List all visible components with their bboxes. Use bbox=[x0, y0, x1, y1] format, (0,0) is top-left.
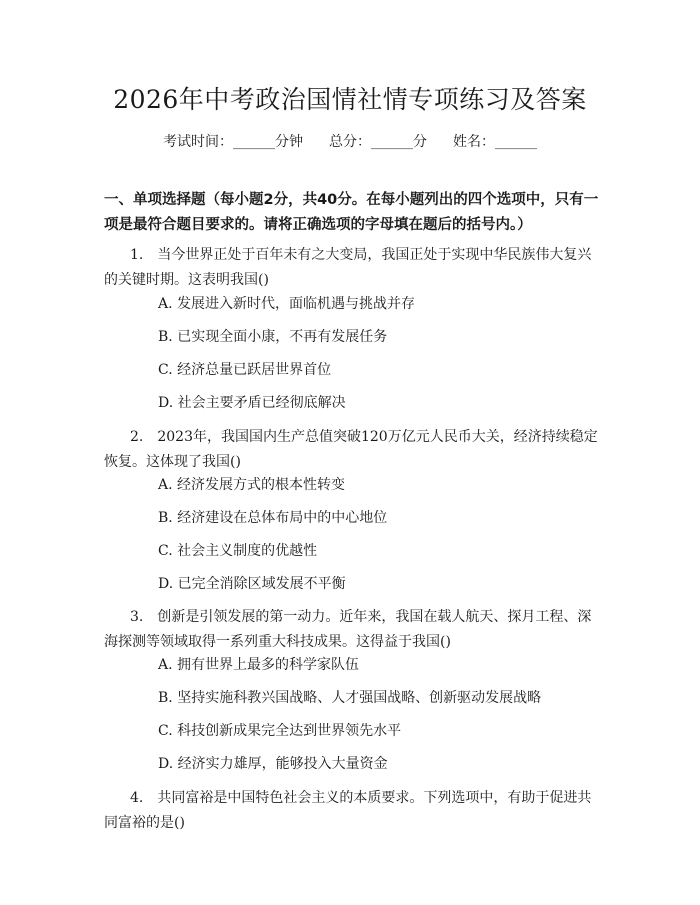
total-score-field: 总分：______分 bbox=[329, 134, 427, 150]
page-title: 2026年中考政治国情社情专项练习及答案 bbox=[113, 85, 587, 114]
question-3-option-c: C. 科技创新成果完全达到世界领先水平 bbox=[158, 723, 402, 739]
question-2-option-c: C. 社会主义制度的优越性 bbox=[158, 543, 318, 559]
question-3: 3. 创新是引领发展的第一动力。近年来，我国在载人航天、探月工程、深海探测等领域取得一系列重大科技成果。这得益于我国() bbox=[104, 609, 592, 650]
question-2: 2. 2023年，我国国内生产总值突破120万亿元人民币大关，经济持续稳定恢复。这体现了我国() bbox=[104, 429, 598, 470]
question-2-option-b: B. 经济建设在总体布局中的中心地位 bbox=[158, 510, 388, 526]
question-1-option-c: C. 经济总量已跃居世界首位 bbox=[158, 362, 332, 378]
question-2-option-d: D. 已完全消除区域发展不平衡 bbox=[158, 576, 346, 592]
question-3-option-d: D. 经济实力雄厚，能够投入大量资金 bbox=[158, 756, 388, 772]
question-2-option-a: A. 经济发展方式的根本性转变 bbox=[158, 477, 346, 493]
section-heading: 一、单项选择题（每小题2分，共40分。在每小题列出的四个选项中，只有一项是最符合题目要求的。请将正确选项的字母填在题后的括号内。） bbox=[104, 192, 599, 233]
question-1: 1. 当今世界正处于百年未有之大变局，我国正处于实现中华民族伟大复兴的关键时期。这表明我国() bbox=[104, 247, 592, 288]
question-3-option-b: B. 坚持实施科教兴国战略、人才强国战略、创新驱动发展战略 bbox=[158, 690, 542, 706]
exam-time-field: 考试时间：______分钟 bbox=[163, 134, 303, 150]
question-1-option-b: B. 已实现全面小康，不再有发展任务 bbox=[158, 329, 388, 345]
student-name-field: 姓名：______ bbox=[453, 134, 537, 150]
exam-info-line bbox=[0, 130, 700, 154]
question-1-option-d: D. 社会主要矛盾已经彻底解决 bbox=[158, 395, 346, 411]
question-4: 4. 共同富裕是中国特色社会主义的本质要求。下列选项中，有助于促进共同富裕的是() bbox=[104, 790, 592, 831]
question-3-option-a: A. 拥有世界上最多的科学家队伍 bbox=[158, 657, 360, 673]
question-1-option-a: A. 发展进入新时代，面临机遇与挑战并存 bbox=[158, 296, 416, 312]
